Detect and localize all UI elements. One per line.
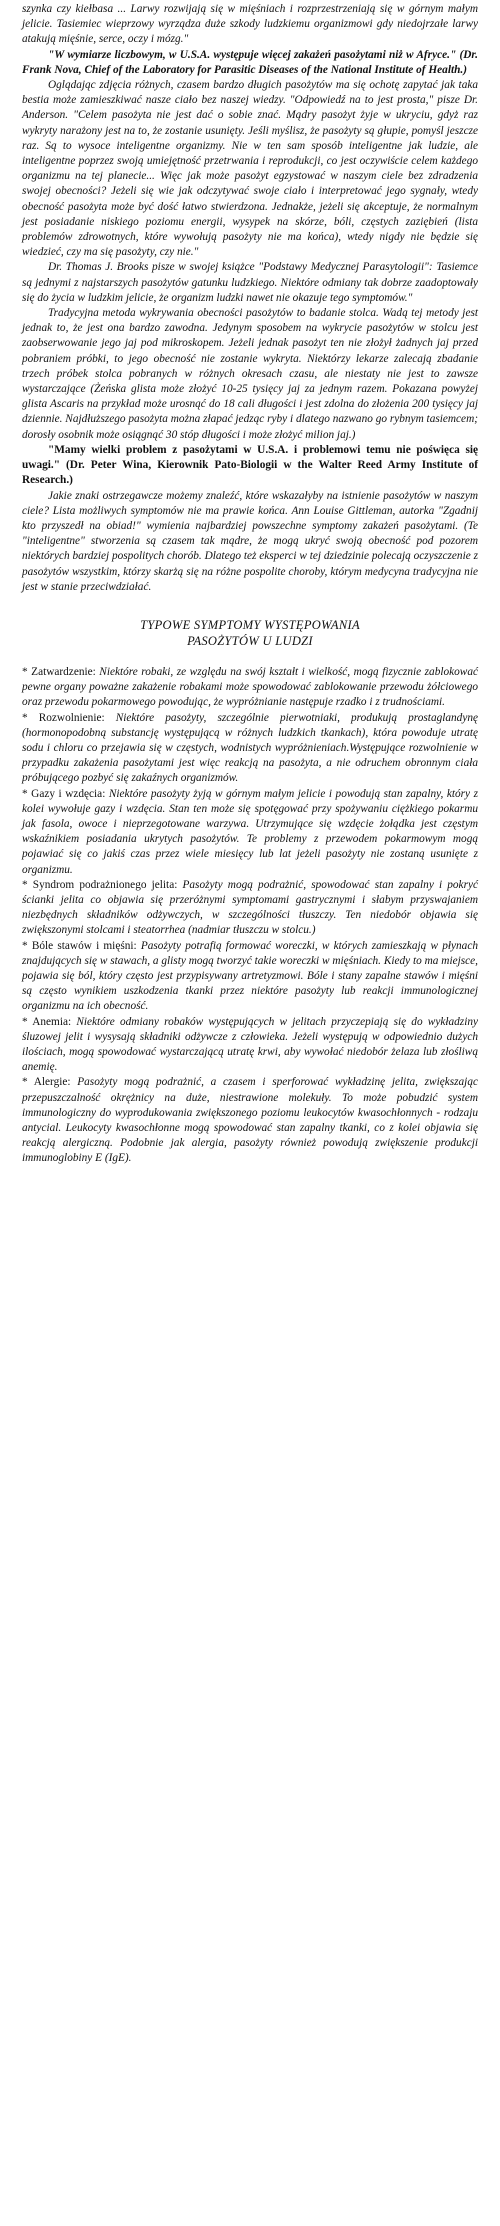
section-heading-line-2: PASOŻYTÓW U LUDZI [187, 633, 313, 648]
symptom-ibs [22, 878, 478, 939]
symptom-label: * Gazy i wzdęcia: [22, 787, 106, 800]
symptom-joint-muscle-pain [22, 939, 478, 1015]
paragraph-larvae: szynka czy kiełbasa ... Larwy rozwijają się w mięśniach i rozprzestrzeniają się w górnym małym jelicie. Tasiemiec wieprzowy wyrządza duże szkody ludzkiemu organizmowi gdy niedojrzałe larwy atakują mięśnie, serce, oczy i mózg." [22, 3, 478, 46]
symptom-text: Niektóre pasożyty, szczególnie pierwotniaki, produkują prostaglandynę (hormonopodobną substancję występującą w różnych ludzkich tkankach), która powoduje utratę sodu i chloru co przejawia się w częstych, wodnistych wypróżnieniach.Występujące rozwolnienie w przypadku zakażenia pasożytami jest więc reakcją na pasożyta, a nie odruchem obronnym ciała próbującego pozbyć się zakaźnych organizmów. [22, 711, 478, 785]
symptom-text: Pasożyty mogą podrażnić, a czasem i sperforować wykładzinę jelita, zwiększając przepuszczalność okrężnicy na duże, niestrawione molekuły. To może pobudzić system immunologiczny do wyprodukowania zwiększonego poziomu leukocytów kwasochłonnych - rodzaju antycial. Leukocyty kwasochłonne mogą spowodować stan zapalny tkanki, co z kolei objawia się reakcją alergiczną. Podobnie jak alergia, pasożyty również powodują zwiększenie produkcji immunoglobiny E (IgE). [22, 1076, 478, 1165]
symptom-gas-bloating [22, 787, 478, 878]
quote-peter-wina: "Mamy wielki problem z pasożytami w U.S.A. i problemowi temu nie poświęca się uwagi." (Dr. Peter Wina, Kierownik Pato-Biologii w the Walter Reed Army Institute of Research.) [22, 443, 478, 487]
symptom-allergies [22, 1075, 478, 1166]
symptom-label: * Zatwardzenie: [22, 665, 96, 678]
symptom-text: Pasożyty mogą podrażnić, spowodować stan zapalny i pokryć ścianki jelita co objawia się przeróżnymi symptomami gastrycznymi i słabym przyswajaniem niezbędnych składników odżywczych, w szczególności tłuszczy. Ten niedobór objawia się zwiększonymi stolcami i steatorrhea (nadmiar tłuszczu w stolcu.) [22, 878, 478, 937]
symptom-text: Niektóre robaki, ze względu na swój kształt i wielkość, mogą fizycznie zablokować pewne organy poważne zakażenie robakami może spowodować zablokowanie przewodu żółciowego oraz przewodu pokarmowego powodując, że wypróżnianie następuje rzadko i z trudnościami. [22, 665, 478, 709]
symptom-label: * Alergie: [22, 1076, 71, 1089]
symptom-text: Pasożyty potrafią formować woreczki, w których zamieszkają w płynach znajdujących się w stawach, a glisty mogą tworzyć takie woreczki w mięśniach. Kiedy to ma miejsce, pojawia się ból, który często jest przypisywany artretyzmowi. Bóle i stany zapalne stawów i mięśni są często wynikiem uszkodzenia tkanki przez niektóre pasożyty lub reakcji immunologicznej organizmu na ich obecność. [22, 939, 478, 1013]
symptom-label: * Rozwolnienie: [22, 711, 105, 724]
paragraph-anderson: Oglądając zdjęcia różnych, czasem bardzo długich pasożytów ma się ochotę zapytać jak taka bestia może zamieszkiwać nasze ciało bez naszej wiedzy. "Odpowiedź na to jest prosta," pisze Dr. Anderson. "Celem pasożyta nie jest dać o sobie znać. Mądry pasożyt żyje w ukryciu, gdyż raz wykryty narażony jest na to, że zostanie usunięty. Jeśli myślisz, że pasożyty są głupie, pomyśl jeszcze raz. Są to wysoce inteligentne organizmy. Nie w ten sam sposób inteligentne jak ludzie, ale inteligentne poprzez swoją umiejętność przetrwania i reprodukcji, co jest oczywiście celem każdego organizmu na tej planecie... Więc jak może pasożyt egzystować w naszym ciele bez zdradzenia swojej obecności? Jeżeli się wie jak odczytywać swoje ciało i interpretować jego sygnały, wtedy obecność pasożyta może być dość łatwo stwierdzona. Jednakże, jeżeli się akceptuje, że normalnym jest posiadanie niskiego poziomu energii, wysypek na skórze, bóli, częstych zaziębień (lista problemów zdrowotnych, które wywołują pasożyty nie ma końca), wtedy nigdy nie będzie się wiedzieć, czy ma się pasożyty, czy nie." [22, 79, 478, 259]
symptom-label: * Syndrom podrażnionego jelita: [22, 878, 178, 891]
symptom-constipation [22, 665, 478, 711]
symptom-anemia [22, 1015, 478, 1076]
paragraph-warning-signs: Jakie znaki ostrzegawcze możemy znaleźć, które wskazałyby na istnienie pasożytów w naszym ciele? Lista możliwych symptomów nie ma prawie końca. Ann Louise Gittleman, autorka "Zgadnij kto przyszedł na obiad!" wymienia najbardziej powszechne symptomy zakażeń pasożytami. (Te "inteligentne" stworzenia są czasem tak mądre, że mogą ukryć swoją obecność pod pozorem niektórych bardziej pospolitych chorób. Dlatego też eksperci w tej dziedzinie polecają oczyszczenie z pasożytów wszystkim, którzy skarżą się na różne pospolite choroby, którym medycyna tradycyjna nie jest w stanie przeciwdziałać. [22, 489, 478, 593]
paragraph-stool-test: Tradycyjna metoda wykrywania obecności pasożytów to badanie stolca. Wadą tej metody jest jednak to, że jest ona bardzo zawodna. Jedynym sposobem na wykrycie pasożytów w stolcu jest zaobserwowanie jego jaj pod mikroskopem. Jeżeli jednak pasożyt ten nie złożył żadnych jaj przed pobraniem próbki, to jego obecność nie zostanie wykryta. Niektórzy lekarze zalecają zbadanie trzech próbek stolca pobranych w różnych okresach czasu, ale niestaty nie jest to zawsze wystarczające (Żeńska glista może złożyć 10-25 tysięcy jaj za jednym razem. Pokazana powyżej glista Ascaris na przykład może urosnąć do 18 cali długości i jest zdolna do złożenia 200 tysięcy jaj dziennie. Najdłuższego pasożyta można złapać jedząc ryby i dlatego nazwano go rybnym tasiemcem; dorosły osobnik może osiągnąć 30 stóp długości i może złożyć milion jaj.) [22, 307, 478, 441]
symptom-label: * Anemia: [22, 1015, 72, 1028]
section-heading-line-1: TYPOWE SYMPTOMY WYSTĘPOWANIA [140, 617, 360, 632]
quote-frank-nova: "W wymiarze liczbowym, w U.S.A. występuje więcej zakażeń pasożytami niż w Afryce." (Dr. Frank Nova, Chief of the Laboratory for Parasitic Diseases of the National Institute of Health.) [22, 48, 478, 76]
symptom-text: Niektóre pasożyty żyją w górnym małym jelicie i powodują stan zapalny, który z kolei wywołuje gazy i wzdęcia. Stan ten może się spotęgować przy spożywaniu ciężkiego pokarmu jak fasola, owoce i nieprzegotowane warzywa. Utrzymujące się wzdęcie żołądka jest częstym wskaźnikiem posiadania ukrytych pasożytów. Te problemy z przewodem pokarmowym mogą pojawiać się co jakiś czas przez wiele miesięcy lub lat jeżeli pasożyty nie zostaną usunięte z organizmu. [22, 787, 478, 876]
symptom-diarrhea [22, 711, 478, 787]
section-heading [22, 617, 478, 649]
symptom-text: Niektóre odmiany robaków występujących w jelitach przyczepiają się do wykładziny śluzowej jelit i wysysają składniki odżywcze z człowieka. Jeżeli występują w odpowiednio dużych ilościach, mogą spowodować wystarczającą utratę krwi, aby wywołać niedobór żelaza lub złośliwą anemię. [22, 1015, 478, 1074]
paragraph-brooks: Dr. Thomas J. Brooks pisze w swojej książce "Podstawy Medycznej Parasytologii": Tasiemce są jednymi z najstarszych pasożytów gatunku ludzkiego. Niektóre odmiany tak dobrze zaadoptowały się do życia w ludzkim jelicie, że organizm ludzki nawet nie okazuje tego symptomów." [22, 261, 478, 304]
symptom-label: * Bóle stawów i mięśni: [22, 939, 137, 952]
